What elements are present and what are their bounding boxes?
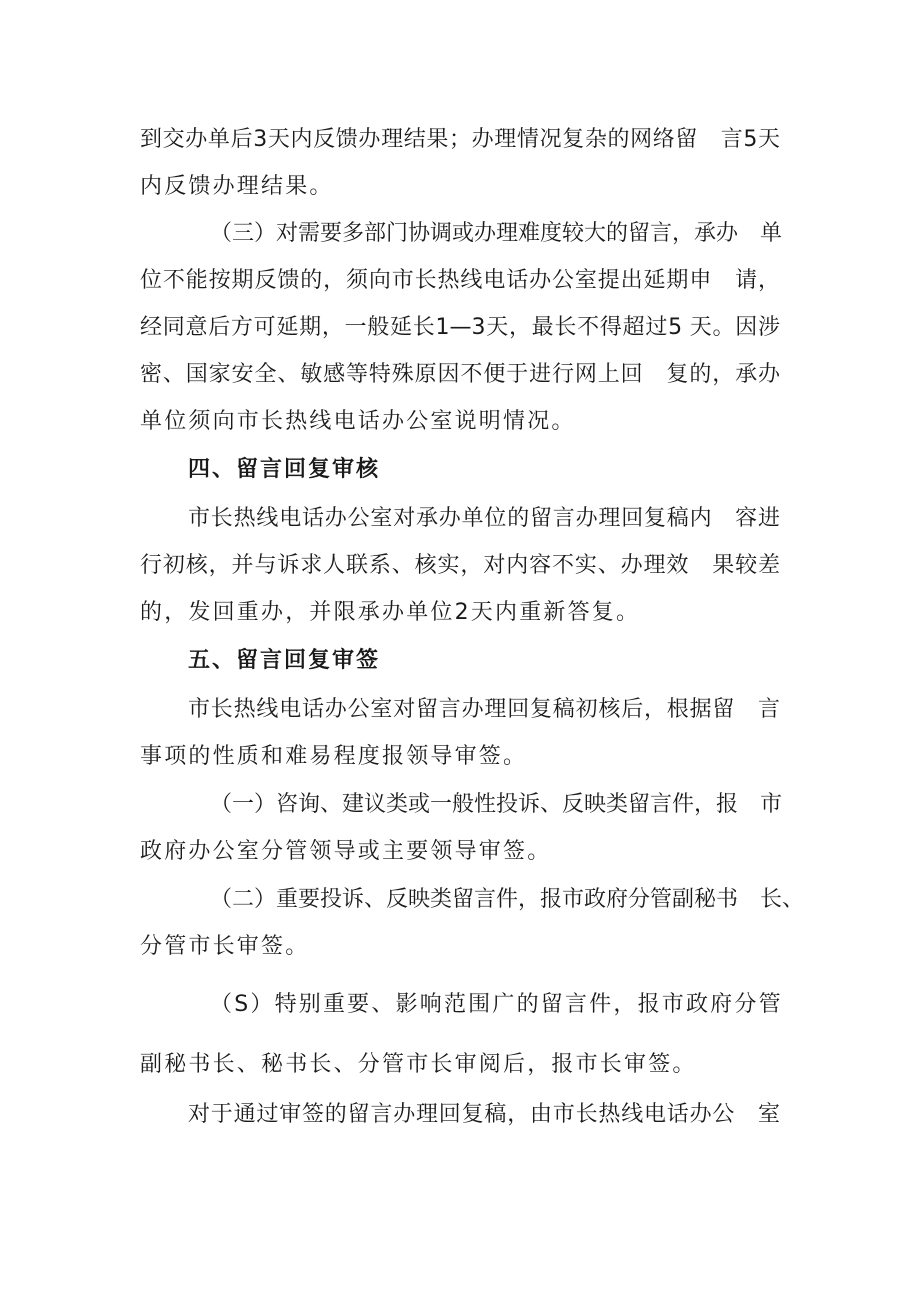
section-heading: 五、留言回复审签 bbox=[188, 648, 381, 673]
paragraph-line: （二）重要投诉、反映类留言件，报市政府分管副秘书 长、 bbox=[210, 887, 805, 912]
paragraph-line: 政府办公室分管领导或主要领导审签。 bbox=[140, 839, 552, 864]
paragraph-line: 密、国家安全、敏感等特殊原因不便于进行网上回 复的，承办 bbox=[140, 362, 780, 387]
section-heading: 四、留言回复审核 bbox=[188, 457, 381, 482]
paragraph-line: 副秘书长、秘书长、分管市长审阅后，报市长审签。 bbox=[140, 1052, 697, 1077]
paragraph-line: 的，发回重办，并限承办单位2天内重新答复。 bbox=[140, 600, 641, 625]
paragraph-line: 行初核，并与诉求人联系、核实，对内容不实、办理效 果较差 bbox=[140, 553, 780, 578]
paragraph-line: 市长热线电话办公室对留言办理回复稿初核后，根据留 言 bbox=[188, 697, 780, 722]
paragraph-line: 分管市长审签。 bbox=[140, 934, 310, 959]
paragraph-line: 单位须向市长热线电话办公室说明情况。 bbox=[140, 409, 576, 434]
paragraph-line: 事项的性质和难易程度报领导审签。 bbox=[140, 744, 528, 769]
paragraph-line: （三）对需要多部门协调或办理难度较大的留言，承办 单 bbox=[210, 221, 783, 246]
paragraph-line: （S）特别重要、影响范围广的留言件，报市政府分管 bbox=[210, 992, 783, 1017]
paragraph-line: （一）咨询、建议类或一般性投诉、反映类留言件，报 市 bbox=[210, 792, 783, 817]
paragraph-line: 对于通过审签的留言办理回复稿，由市长热线电话办公 室 bbox=[188, 1102, 780, 1127]
paragraph-line: 内反馈办理结果。 bbox=[140, 174, 334, 199]
paragraph-line: 到交办单后3天内反馈办理结果；办理情况复杂的网络留 言5天 bbox=[140, 127, 780, 152]
paragraph-line: 经同意后方可延期，一般延长1—3天，最长不得超过5 天。因涉 bbox=[140, 315, 780, 340]
paragraph-line: 位不能按期反馈的，须向市长热线电话办公室提出延期申 请， bbox=[140, 268, 780, 293]
paragraph-line: 市长热线电话办公室对承办单位的留言办理回复稿内 容进 bbox=[188, 506, 780, 531]
